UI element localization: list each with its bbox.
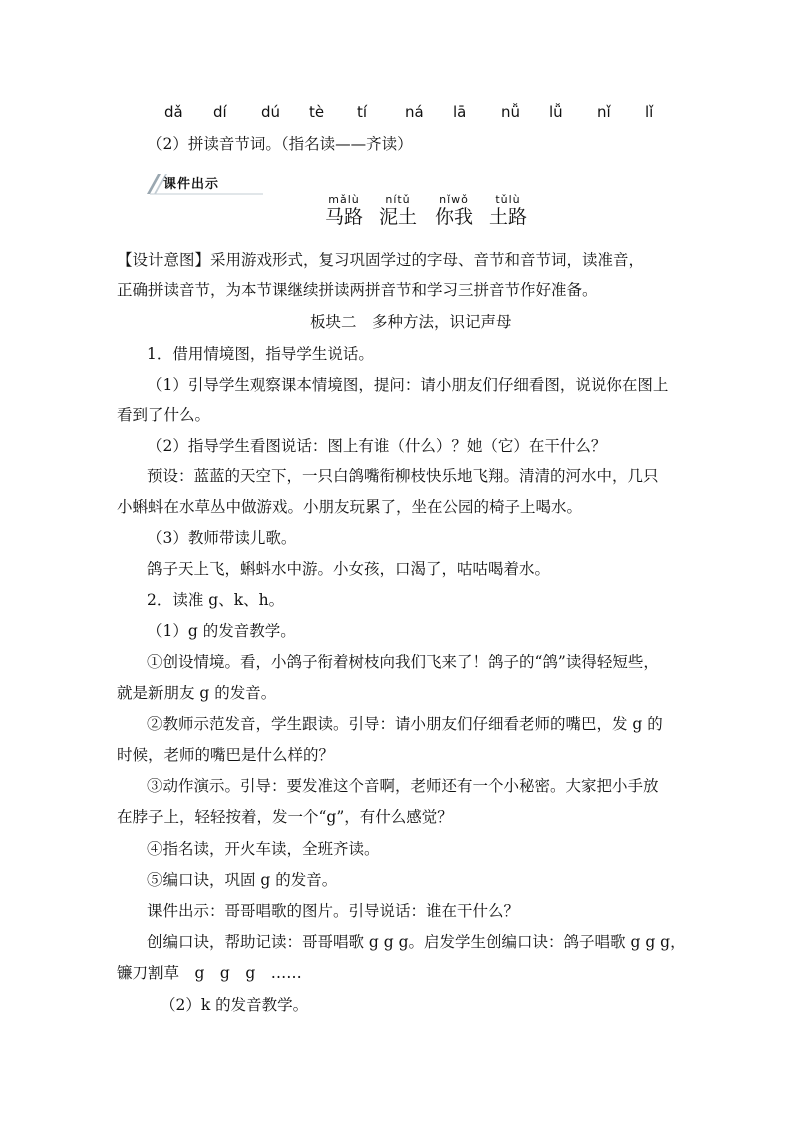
paragraph-line: 在脖子上，轻轻按着，发一个“g”，有什么感觉？ <box>117 808 453 826</box>
word-pinyin: nǐwǒ <box>439 193 469 206</box>
paragraph-line: ⑤编口诀，巩固 g 的发音。 <box>147 871 338 889</box>
word-hanzi: 马路 <box>324 206 363 228</box>
syllable: lǚ <box>549 103 563 121</box>
pinyin-word <box>374 194 422 228</box>
paragraph-line: ②教师示范发音，学生跟读。引导：请小朋友们仔细看老师的嘴巴，发 g 的 <box>147 715 663 733</box>
pinyin-word <box>484 194 532 228</box>
word-hanzi: 你我 <box>434 206 473 228</box>
pinyin-word <box>430 194 478 228</box>
syllable: ná <box>405 103 424 121</box>
syllable: tí <box>357 103 368 121</box>
word-pinyin: mǎlù <box>328 193 360 206</box>
paragraph-line: 1．借用情境图，指导学生说话。 <box>147 345 374 363</box>
paragraph-line: ①创设情境。看，小鸽子衔着树枝向我们飞来了！鸽子的“鸽”读得轻短些， <box>147 653 659 671</box>
badge-label: 课件出示 <box>163 177 220 192</box>
design-intent-line: 正确拼读音节，为本节课继续拼读两拼音节和学习三拼音节作好准备。 <box>117 281 598 299</box>
section-title: 板块二 多种方法，识记声母 <box>310 313 512 331</box>
syllable: dú <box>261 103 281 121</box>
paragraph-line: （1）引导学生观察课本情境图，提问：请小朋友们仔细看图，说说你在图上 <box>147 376 669 394</box>
design-intent-line: 【设计意图】采用游戏形式，复习巩固学过的字母、音节和音节词，读准音， <box>117 251 645 269</box>
syllable: dǎ <box>164 103 183 121</box>
syllable: nǐ <box>597 103 611 121</box>
syllable: lǐ <box>645 103 654 121</box>
paragraph-line: ④指名读，开火车读，全班齐读。 <box>147 840 380 858</box>
paragraph-line: 2．读准 g、k、h。 <box>147 591 285 609</box>
word-pinyin: nítǔ <box>385 193 411 206</box>
paragraph-line: （1）g 的发音教学。 <box>147 622 296 640</box>
paragraph-line: 课件出示：哥哥唱歌的图片。引导说话：谁在干什么？ <box>147 902 520 920</box>
paragraph-line: （2）指导学生看图说话：图上有谁（什么）？她（它）在干什么？ <box>147 437 607 455</box>
paragraph-line: 镰刀割草 g g g …… <box>117 964 302 982</box>
paragraph-line: 就是新朋友 g 的发音。 <box>117 684 277 702</box>
paragraph-line: 时候，老师的嘴巴是什么样的？ <box>117 746 335 764</box>
paragraph-line: （3）教师带读儿歌。 <box>147 529 297 547</box>
paragraph-line: （2）k 的发音教学。 <box>160 996 309 1014</box>
word-pinyin: tǔlù <box>495 193 521 206</box>
courseware-badge <box>145 170 265 196</box>
syllable-row <box>0 103 794 123</box>
syllable: tè <box>309 103 325 121</box>
syllable: lā <box>453 103 467 121</box>
paragraph-line: ③动作演示。引导：要发准这个音啊，老师还有一个小秘密。大家把小手放 <box>147 777 659 795</box>
paragraph-line: 预设：蓝蓝的天空下，一只白鸽嘴衔柳枝快乐地飞翔。清清的河水中，几只 <box>147 467 659 485</box>
word-hanzi: 土路 <box>488 206 527 228</box>
pinyin-word <box>320 194 368 228</box>
paragraph-line: 小蝌蚪在水草丛中做游戏。小朋友玩累了，坐在公园的椅子上喝水。 <box>117 498 583 516</box>
syllable: dí <box>213 103 227 121</box>
step-text: （2）拼读音节词。（指名读——齐读） <box>147 135 413 153</box>
pinyin-words <box>320 194 540 238</box>
word-hanzi: 泥土 <box>378 206 417 228</box>
paragraph-line: 鸽子天上飞，蝌蚪水中游。小女孩，口渴了，咕咕喝着水。 <box>147 560 551 578</box>
paragraph-line: 看到了什么。 <box>117 406 211 424</box>
syllable: nǚ <box>501 103 521 121</box>
paragraph-line: 创编口诀，帮助记读：哥哥唱歌 g g g。启发学生创编口诀：鸽子唱歌 g g g， <box>147 933 686 951</box>
